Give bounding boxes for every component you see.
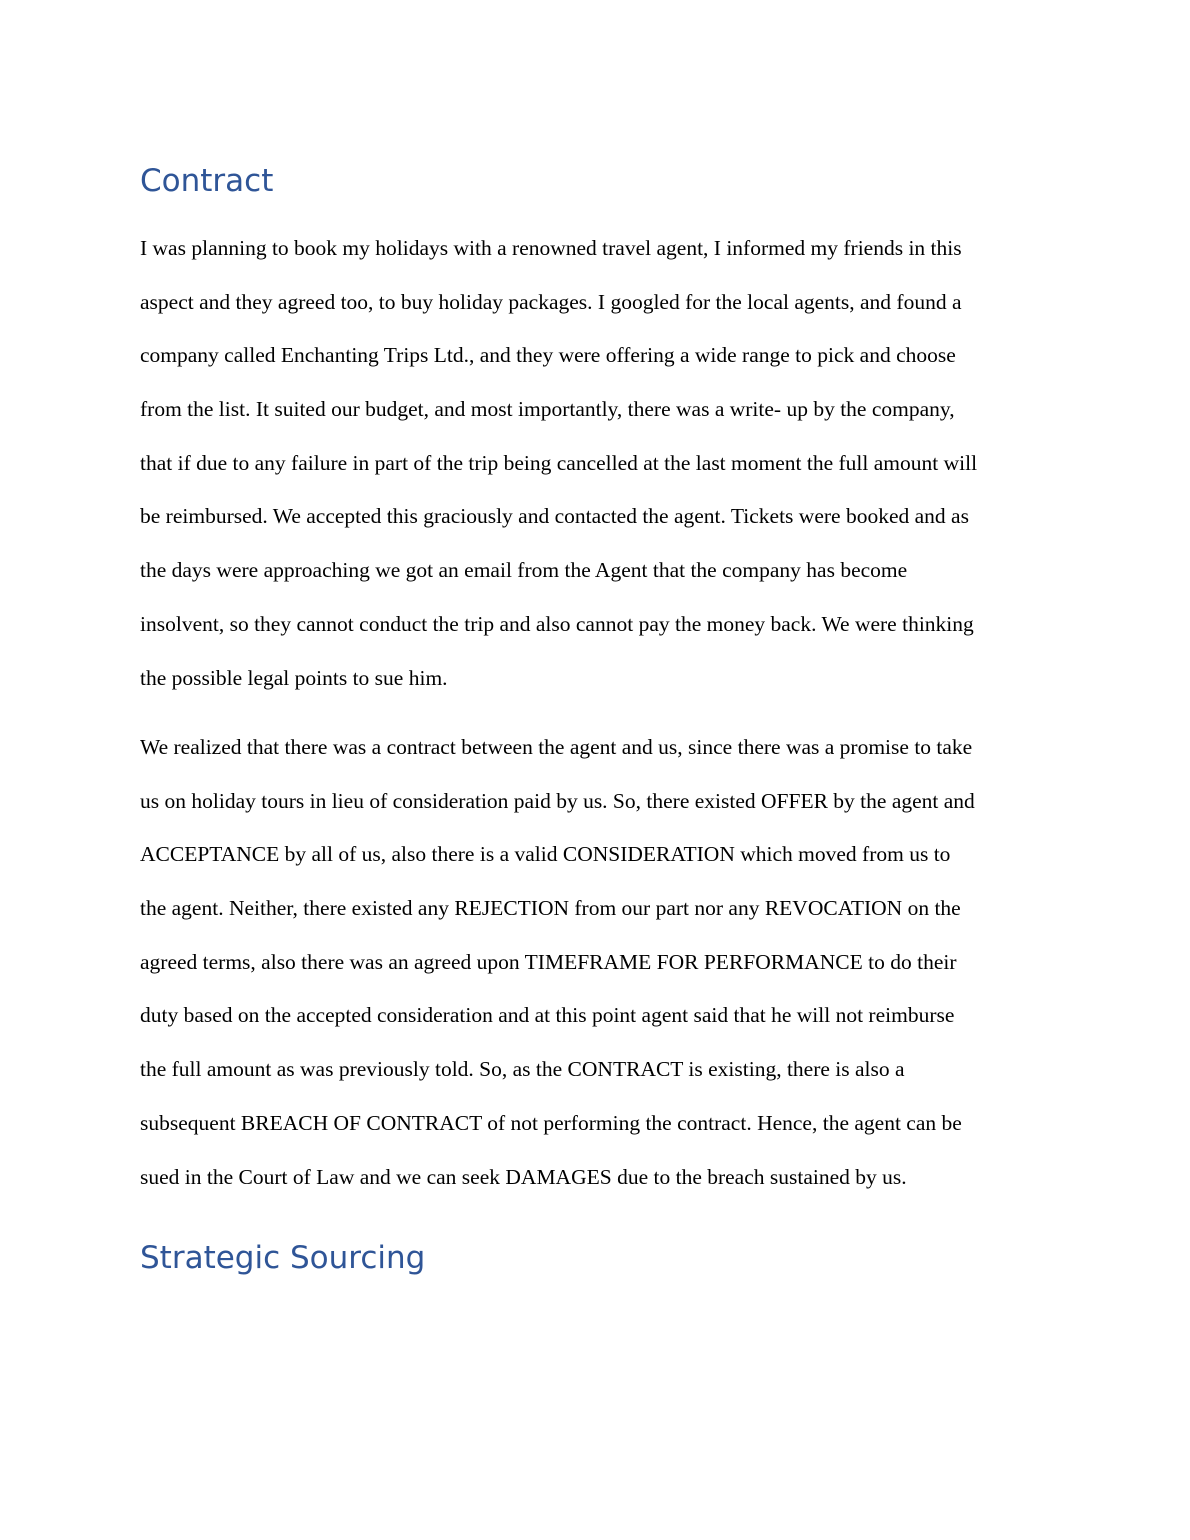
text-line: aspect and they agreed too, to buy holiday packages. I googled for the local agents, and found a <box>140 289 962 314</box>
text-line: We realized that there was a contract between the agent and us, since there was a promise to take <box>140 735 973 759</box>
text-line: I was planning to book my holidays with a renowned travel agent, I informed my friends in this <box>140 236 962 260</box>
text-line: duty based on the accepted consideration and at this point agent said that he will not reimburse <box>140 1003 955 1028</box>
text-line: sued in the Court of Law and we can seek DAMAGES due to the breach sustained by us. <box>140 1164 907 1189</box>
text-line: that if due to any failure in part of the trip being cancelled at the last moment the full amount will <box>140 450 978 475</box>
text-line: agreed terms, also there was an agreed upon TIMEFRAME FOR PERFORMANCE to do their <box>140 949 957 974</box>
text-line: the agent. Neither, there existed any REJECTION from our part nor any REVOCATION on the <box>140 896 961 921</box>
section-heading-strategic-sourcing: Strategic Sourcing <box>140 1240 426 1276</box>
text-line: from the list. It suited our budget, and most importantly, there was a write- up by the company, <box>140 397 955 422</box>
text-line: subsequent BREACH OF CONTRACT of not performing the contract. Hence, the agent can be <box>140 1110 962 1135</box>
text-line: the days were approaching we got an email from the Agent that the company has become <box>140 558 908 583</box>
section-heading-contract: Contract <box>140 163 274 199</box>
text-line: ACCEPTANCE by all of us, also there is a valid CONSIDERATION which moved from us to <box>140 842 951 867</box>
text-line: company called Enchanting Trips Ltd., and they were offering a wide range to pick and choose <box>140 343 956 368</box>
text-line: the possible legal points to sue him. <box>140 665 448 690</box>
text-line: insolvent, so they cannot conduct the trip and also cannot pay the money back. We were thinking <box>140 611 974 636</box>
paragraph-contract-analysis <box>140 721 975 1204</box>
text-line: be reimbursed. We accepted this graciously and contacted the agent. Tickets were booked and as <box>140 504 969 529</box>
text-line: us on holiday tours in lieu of consideration paid by us. So, there existed OFFER by the agent and <box>140 788 975 813</box>
text-line: the full amount as was previously told. So, as the CONTRACT is existing, there is also a <box>140 1057 905 1082</box>
paragraph-contract-intro <box>140 222 977 705</box>
